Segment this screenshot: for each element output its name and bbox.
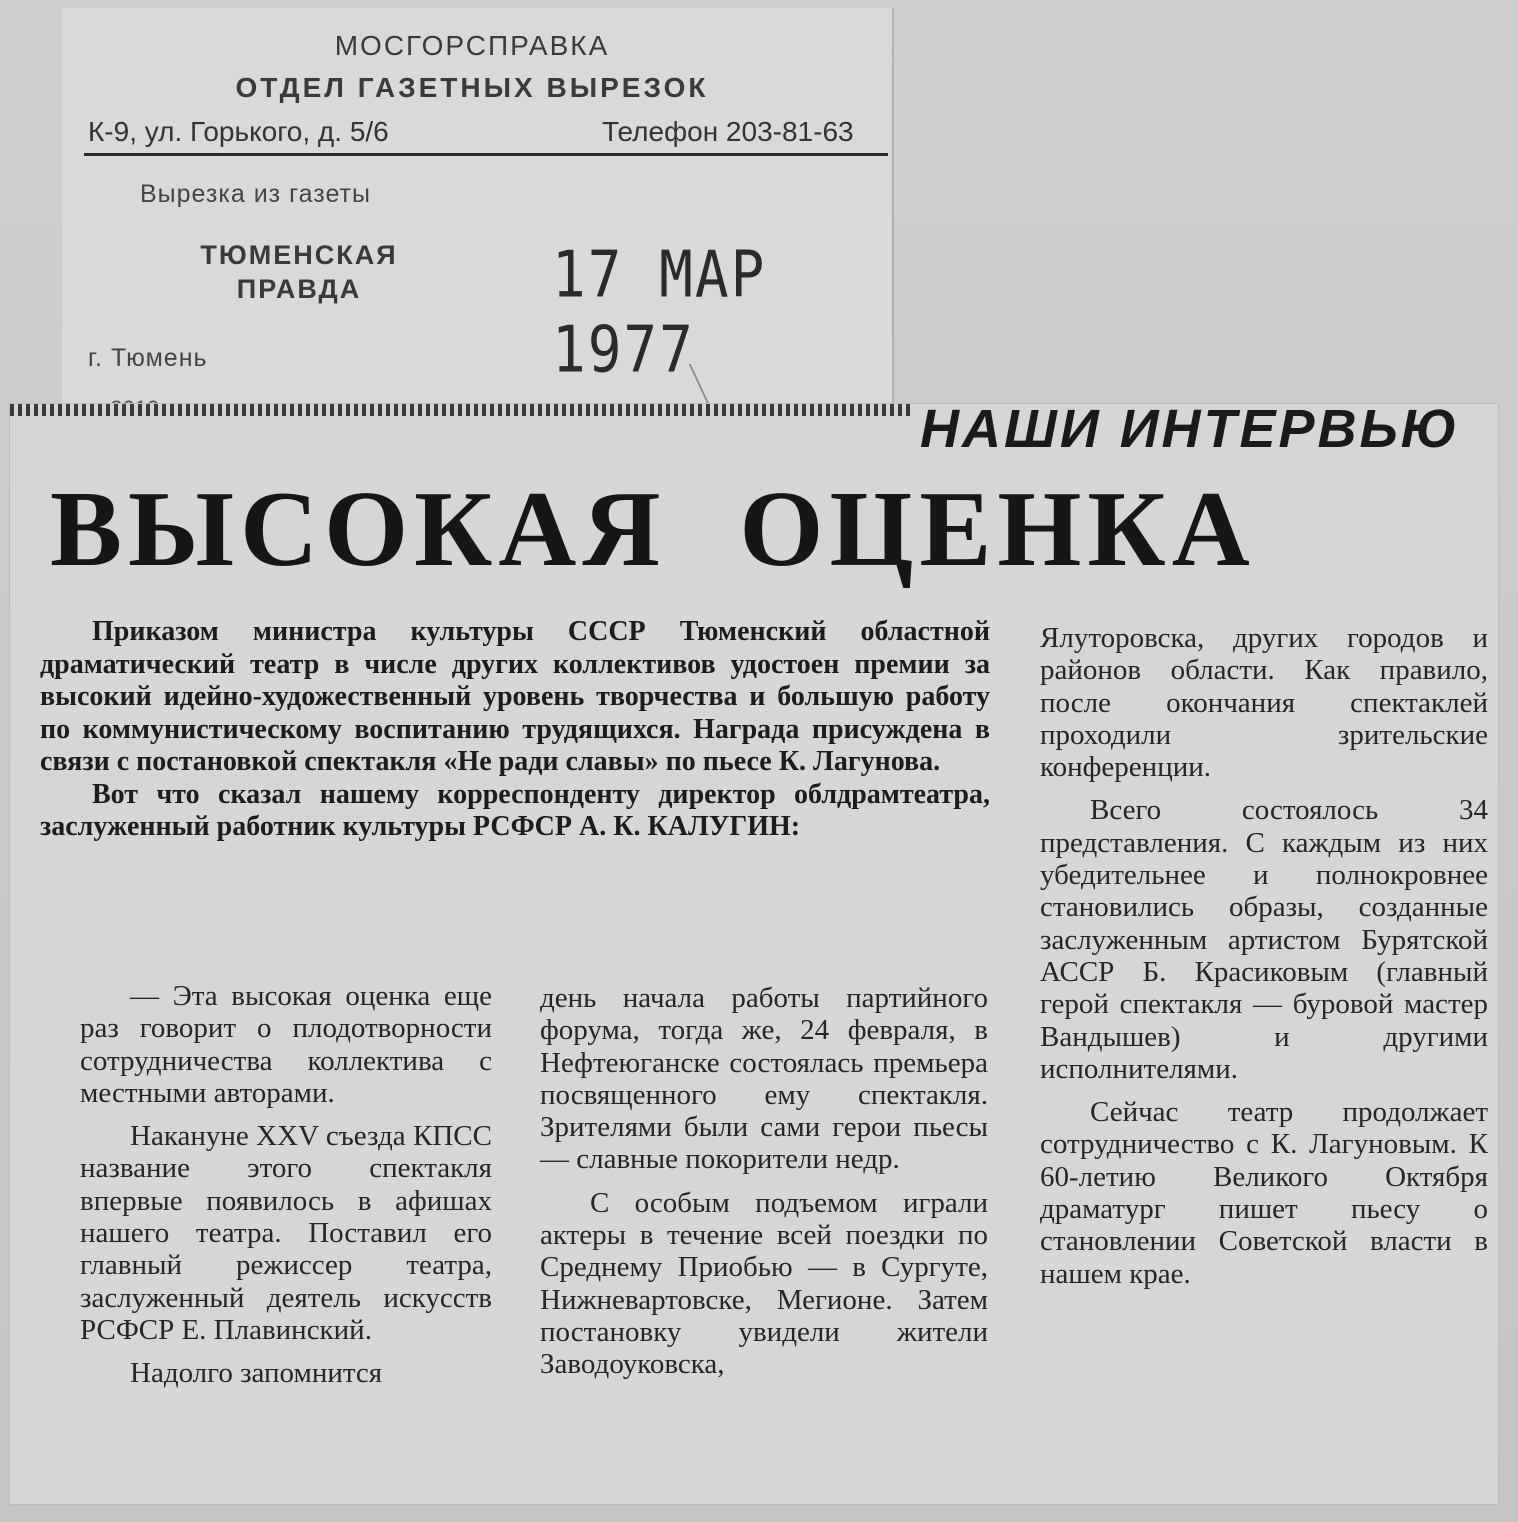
newspaper-clipping bbox=[10, 399, 1498, 1504]
body-paragraph: Сейчас театр продолжает сотрудничество с К. Лагуновым. К 60-летию Великого Октября драматург пишет пьесу о становлении Советской власти в нашем крае. bbox=[1040, 1096, 1488, 1290]
newspaper-city: г. Тюмень bbox=[88, 344, 208, 372]
body-paragraph: Всего состоялось 34 представления. С каждым из них убедительнее и полнокровнее становились образы, созданные заслуженным артистом Бурятской АССР Б. Красиковым (главный герой спектакля — буровой мастер Вандышев) и другими исполнителями. bbox=[1040, 794, 1488, 1085]
text-column-3 bbox=[1040, 622, 1488, 1290]
article-lead bbox=[40, 616, 990, 844]
text-column-2 bbox=[540, 982, 988, 1381]
date-stamp: 17 МАР 1977 bbox=[552, 238, 767, 388]
body-paragraph: Надолго запомнится bbox=[130, 1357, 383, 1390]
label-divider bbox=[84, 153, 888, 156]
bureau-phone: Телефон 203-81-63 bbox=[602, 116, 854, 147]
newspaper-name-line1: ТЮМЕНСКАЯ bbox=[200, 240, 398, 270]
lead-paragraph: Приказом министра культуры СССР Тюменский областной драматический театр в числе других коллективов удостоен премии за высокий идейно-художественный уровень творчества и большую работу по коммунистическому воспитанию трудящихся. Награда присуждена в связи с постановкой спектакля «Не ради славы» по пьесе К. Лагунова. bbox=[40, 616, 990, 777]
clip-source-caption: Вырезка из газеты bbox=[140, 180, 371, 208]
bureau-address: К-9, ул. Горького, д. 5/6 bbox=[88, 116, 389, 147]
newspaper-name-line2: ПРАВДА bbox=[236, 274, 362, 304]
clipping-bureau-label bbox=[62, 8, 894, 408]
body-paragraph: — Эта высокая оценка еще раз говорит о плодотворности сотрудничества коллектива с местными авторами. bbox=[80, 980, 492, 1109]
lead-paragraph: Вот что сказал нашему корреспонденту директор облдрамтеатра, заслуженный работник культуры РСФСР А. К. КАЛУГИН: bbox=[40, 778, 990, 842]
newspaper-name bbox=[154, 238, 444, 306]
body-paragraph: Накануне XXV съезда КПСС название этого спектакля впервые появилось в афишах нашего театра. Поставил его главный режиссер театра, заслуженный деятель искусств РСФСР Е. Плавинский. bbox=[80, 1120, 492, 1346]
rubric-heading: НАШИ ИНТЕРВЬЮ bbox=[920, 399, 1461, 459]
body-paragraph: день начала работы партийного форума, тогда же, 24 февраля, в Нефтеюганске состоялась премьера посвященного ему спектакля. Зрителями были сами герои пьесы — славные покорители недр. bbox=[540, 982, 988, 1176]
torn-top-edge bbox=[10, 404, 910, 416]
bureau-department: ОТДЕЛ ГАЗЕТНЫХ ВЫРЕЗОК bbox=[235, 72, 709, 103]
body-paragraph: Ялуторовска, других городов и районов области. Как правило, после окончания спектаклей проходили зрительские конференции. bbox=[1040, 622, 1488, 784]
bureau-name: МОСГОРСПРАВКА bbox=[334, 30, 610, 61]
article-headline: ВЫСОКАЯ ОЦЕНКА bbox=[50, 470, 1256, 589]
body-paragraph: С особым подъемом играли актеры в течение всей поездки по Среднему Приобью — в Сургуте, Нижневартовске, Мегионе. Затем постановку увидели жители Заводоуковска, bbox=[540, 1186, 988, 1381]
text-column-1 bbox=[80, 980, 492, 1390]
